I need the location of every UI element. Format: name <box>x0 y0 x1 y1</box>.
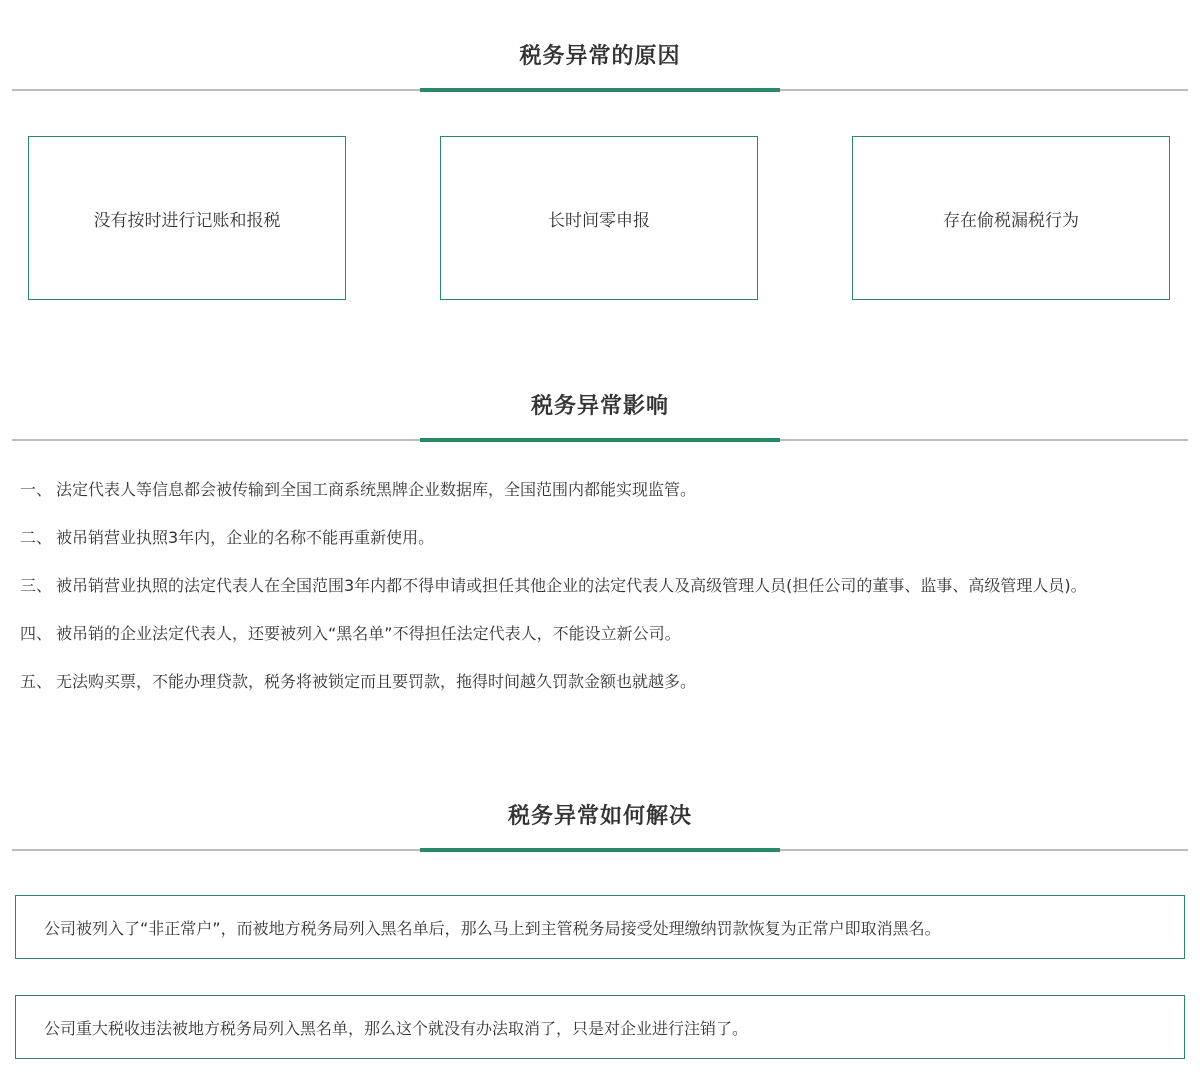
causes-section-header <box>12 42 1188 102</box>
solutions-section-header <box>12 802 1188 862</box>
impact-item-number: 五、 <box>20 672 53 691</box>
solutions-section-title: 税务异常如何解决 <box>507 804 692 829</box>
impact-item <box>20 658 1160 706</box>
impact-list <box>20 466 1160 706</box>
solution-box <box>15 995 1185 1059</box>
impact-item-text: 被吊销营业执照的法定代表人在全国范围3年内都不得申请或担任其他企业的法定代表人及高级管理人员(担任公司的董事、监事、高级管理人员)。 <box>56 576 1087 595</box>
impact-item-number: 二、 <box>20 528 53 547</box>
impact-item <box>20 514 1160 562</box>
cause-card <box>28 136 346 300</box>
causes-section-title: 税务异常的原因 <box>519 44 681 69</box>
impacts-section-header <box>12 392 1188 452</box>
impact-item-text: 被吊销营业执照3年内，企业的名称不能再重新使用。 <box>56 528 435 547</box>
section-accent-bar <box>420 438 780 442</box>
impact-item-text: 被吊销的企业法定代表人，还要被列入“黑名单”不得担任法定代表人，不能设立新公司。 <box>56 624 681 643</box>
impact-item-number: 一、 <box>20 480 53 499</box>
cause-card-text: 长时间零申报 <box>548 210 650 231</box>
impact-item <box>20 466 1160 514</box>
section-accent-bar <box>420 88 780 92</box>
cause-card <box>852 136 1170 300</box>
impact-item-text: 法定代表人等信息都会被传输到全国工商系统黑牌企业数据库，全国范围内都能实现监管。 <box>56 480 697 499</box>
impact-item-text: 无法购买票，不能办理贷款，税务将被锁定而且要罚款，拖得时间越久罚款金额也就越多。 <box>56 672 697 691</box>
impact-item <box>20 562 1160 610</box>
cause-card-text: 存在偷税漏税行为 <box>943 210 1079 231</box>
solution-text: 公司重大税收违法被地方税务局列入黑名单，那么这个就没有办法取消了，只是对企业进行注销了。 <box>44 1018 749 1038</box>
cause-card-text: 没有按时进行记账和报税 <box>93 210 281 231</box>
section-accent-bar <box>420 848 780 852</box>
impact-item <box>20 610 1160 658</box>
solution-box <box>15 895 1185 959</box>
impact-item-number: 三、 <box>20 576 53 595</box>
solution-text: 公司被列入了“非正常户”，而被地方税务局列入黑名单后，那么马上到主管税务局接受处理缴纳罚款恢复为正常户即取消黑名。 <box>44 918 941 938</box>
cause-card <box>440 136 758 300</box>
impact-item-number: 四、 <box>20 624 53 643</box>
impacts-section-title: 税务异常影响 <box>530 394 669 419</box>
